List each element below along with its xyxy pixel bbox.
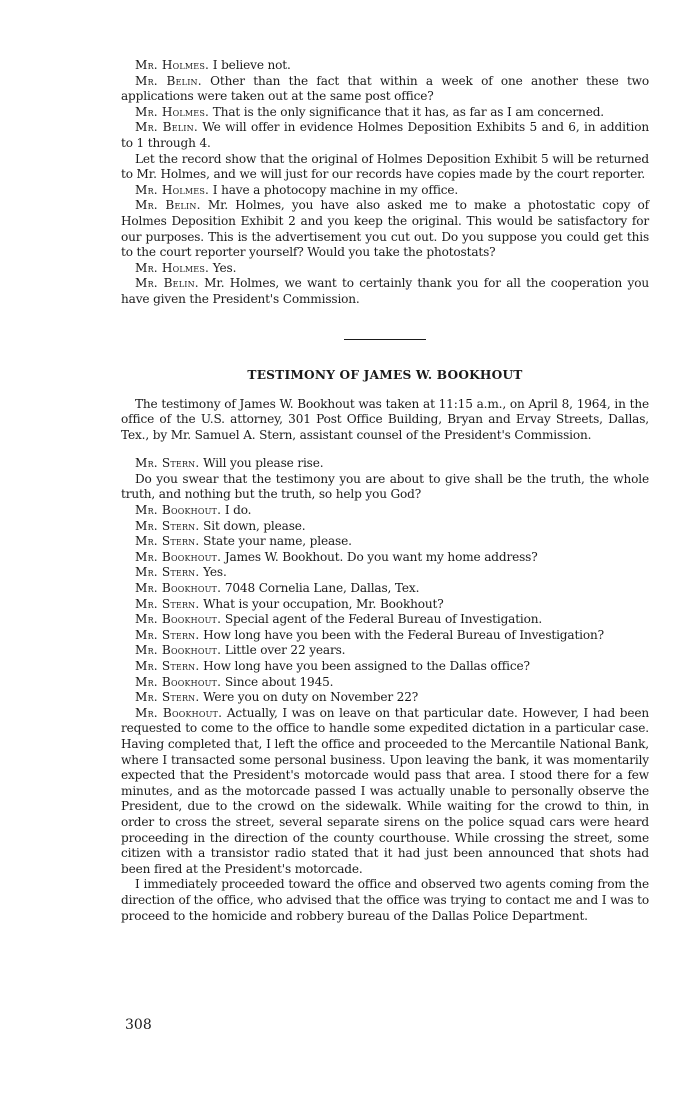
speaker-label: Mr. Belin. [135, 120, 198, 135]
document-page [121, 58, 649, 924]
paragraph [121, 675, 649, 691]
speaker-label: Mr. Bookhout. [135, 549, 222, 564]
paragraph [121, 877, 649, 924]
paragraph [121, 276, 649, 307]
speaker-label: Mr. Stern. [135, 565, 200, 580]
bookhout-testimony [121, 456, 649, 924]
paragraph [121, 706, 649, 878]
paragraph [121, 120, 649, 151]
speaker-label: Mr. Stern. [135, 456, 200, 471]
paragraph-text: Mr. Holmes, you have also asked me to make a photostatic copy of Holmes Deposition Exhibit 2 and you keep the original. This would be satisfactory for our purposes. This is the advertisement you cut out. Do you suppose you could get this to the court reporter yourself? Would you take the photostats? [121, 198, 649, 260]
paragraph [121, 690, 649, 706]
paragraph-text: Yes. [209, 260, 237, 275]
paragraph [121, 659, 649, 675]
speaker-label: Mr. Stern. [135, 534, 200, 549]
speaker-label: Mr. Bookhout. [135, 674, 222, 689]
speaker-label: Mr. Bookhout. [135, 581, 222, 596]
holmes-deposition-conclusion [121, 58, 649, 308]
paragraph [121, 152, 649, 183]
paragraph-text: I immediately proceeded toward the office and observed two agents coming from the direction of the office, who advised that the office was trying to contact me and I was to proceed to the homicide and robbery bureau of the Dallas Police Department. [121, 877, 649, 923]
speaker-label: Mr. Holmes. [135, 182, 210, 197]
section-heading: TESTIMONY OF JAMES W. BOOKHOUT [247, 367, 523, 382]
paragraph-text: Let the record show that the original of Holmes Deposition Exhibit 5 will be returned to Mr. Holmes, and we will just for our records have copies made by the court reporter. [121, 151, 649, 182]
paragraph [121, 612, 649, 628]
paragraph-text: Do you swear that the testimony you are about to give shall be the truth, the whole truth, and nothing but the truth, so help you God? [121, 471, 649, 502]
paragraph [121, 183, 649, 199]
paragraph-text: That is the only significance that it has, as far as I am concerned. [209, 104, 604, 119]
paragraph [121, 456, 649, 472]
paragraph-text: Sit down, please. [199, 518, 306, 533]
section-divider [344, 339, 426, 340]
paragraph [121, 550, 649, 566]
paragraph-text: Special agent of the Federal Bureau of Investigation. [221, 612, 543, 627]
paragraph-text: How long have you been with the Federal Bureau of Investigation? [199, 627, 604, 642]
paragraph-text: How long have you been assigned to the Dallas office? [199, 659, 530, 673]
paragraph [121, 58, 649, 74]
paragraph-text: Since about 1945. [221, 674, 334, 689]
speaker-label: Mr. Stern. [135, 690, 200, 705]
paragraph [121, 198, 649, 260]
paragraph-text: Yes. [199, 565, 227, 580]
paragraph [121, 105, 649, 121]
paragraph-text: I do. [221, 503, 252, 518]
speaker-label: Mr. Bookhout. [135, 705, 223, 720]
speaker-label: Mr. Holmes. [135, 104, 210, 119]
speaker-label: Mr. Bookhout. [135, 612, 222, 627]
paragraph-text: Will you please rise. [199, 456, 324, 471]
speaker-label: Mr. Stern. [135, 627, 200, 642]
speaker-label: Mr. Belin. [135, 198, 201, 213]
page-number: 308 [125, 1017, 152, 1033]
speaker-label: Mr. Stern. [135, 659, 200, 673]
paragraph [121, 597, 649, 613]
testimony-intro: The testimony of James W. Bookhout was taken at 11:15 a.m., on April 8, 1964, in the office of the U.S. attorney, 301 Post Office Building, Bryan and Ervay Streets, Dallas, Tex., by Mr. Samuel A. Stern, assistant counsel of the President's Commission. [121, 396, 649, 442]
paragraph-text: State your name, please. [199, 534, 352, 549]
paragraph-text: Little over 22 years. [221, 643, 346, 658]
paragraph-text: Were you on duty on November 22? [199, 690, 419, 705]
paragraph [121, 628, 649, 644]
paragraph-text: Other than the fact that within a week of one another these two applications were taken out at the same post office? [121, 73, 649, 104]
paragraph [121, 74, 649, 105]
speaker-label: Mr. Belin. [135, 73, 202, 88]
speaker-label: Mr. Stern. [135, 518, 200, 533]
speaker-label: Mr. Holmes. [135, 58, 210, 72]
paragraph [121, 643, 649, 659]
paragraph [121, 534, 649, 550]
paragraph-text: What is your occupation, Mr. Bookhout? [199, 596, 444, 611]
paragraph [121, 581, 649, 597]
speaker-label: Mr. Bookhout. [135, 643, 222, 658]
paragraph [121, 565, 649, 581]
paragraph-text: Mr. Holmes, we want to certainly thank you for all the cooperation you have given the President's Commission. [121, 276, 650, 306]
paragraph-text: 7048 Cornelia Lane, Dallas, Tex. [221, 581, 420, 596]
speaker-label: Mr. Bookhout. [135, 503, 222, 518]
paragraph-text: James W. Bookhout. Do you want my home address? [221, 549, 538, 564]
speaker-label: Mr. Holmes. [135, 260, 210, 275]
paragraph-text: I have a photocopy machine in my office. [209, 182, 459, 197]
paragraph-text: Actually, I was on leave on that particular date. However, I had been requested to come to the office to handle some expedited dictation in a particular case. Having completed that, I left the office and proceeded to the Mercantile National Bank, where I transacted some personal business. Upon leaving the bank, it was momentarily expected that the President's motorcade would pass that area. I stood there for a few minutes, and as the motorcade passed I was actually unable to personally observe the President, due to the crowd on the sidewalk. While waiting for the crowd to thin, in order to cross the street, several separate sirens on the police squad cars were heard proceeding in the direction of the county courthouse. While crossing the street, some citizen with a transistor radio stated that it had just been announced that shots had been fired at the President's motorcade. [121, 705, 649, 876]
paragraph [121, 261, 649, 277]
speaker-label: Mr. Stern. [135, 596, 200, 611]
speaker-label: Mr. Belin. [135, 276, 199, 291]
paragraph-text: I believe not. [209, 58, 291, 72]
paragraph [121, 503, 649, 519]
paragraph-text: We will offer in evidence Holmes Deposition Exhibits 5 and 6, in addition to 1 through 4. [121, 120, 650, 150]
paragraph [121, 519, 649, 535]
paragraph [121, 472, 649, 503]
